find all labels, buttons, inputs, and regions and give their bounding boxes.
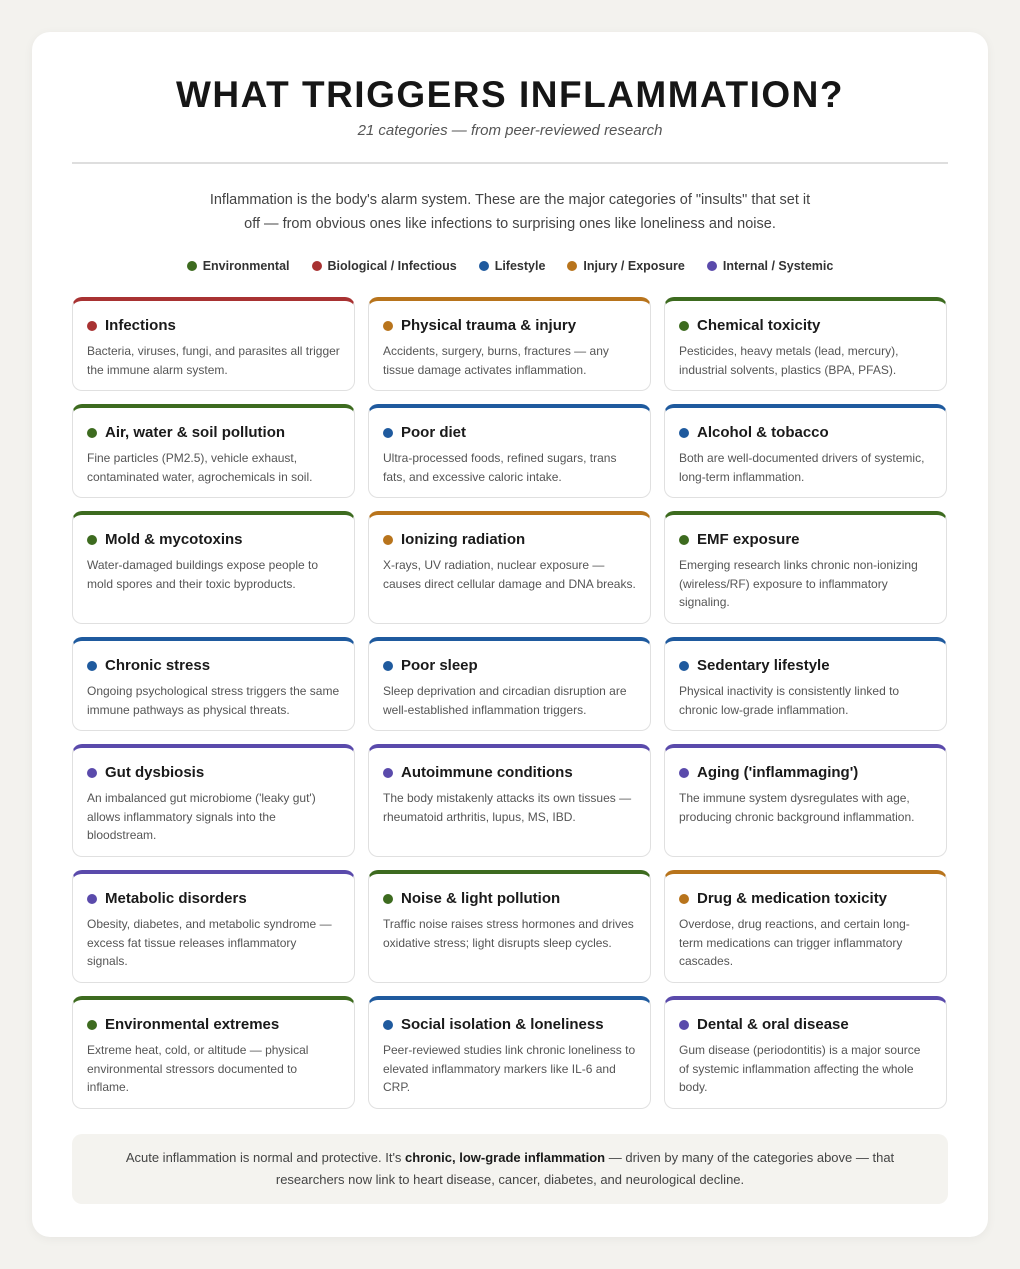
category-card [664, 637, 947, 731]
title-divider [72, 162, 948, 164]
legend-label: Lifestyle [494, 259, 546, 273]
category-title: Poor sleep [401, 657, 478, 674]
category-dot-icon [383, 661, 393, 671]
category-title: Poor diet [401, 424, 467, 441]
category-dot-icon [383, 1020, 393, 1030]
legend-label: Environmental [202, 259, 290, 273]
category-title: Sedentary lifestyle [697, 657, 830, 674]
category-description: Accidents, surgery, burns, fractures — any tissue damage activates inflammation. [383, 344, 609, 377]
footer-note [72, 1134, 948, 1204]
legend-label: Biological / Infectious [327, 259, 457, 273]
category-dot-icon [87, 428, 97, 438]
legend-item-internal [707, 259, 833, 273]
category-card [72, 404, 355, 498]
category-title: Chemical toxicity [697, 317, 821, 334]
category-description: Pesticides, heavy metals (lead, mercury), industrial solvents, plastics (BPA, PFAS). [679, 344, 899, 377]
category-title: Metabolic disorders [105, 890, 247, 907]
category-card [664, 511, 947, 624]
page-title: WHAT TRIGGERS INFLAMMATION? [175, 74, 845, 115]
legend [72, 259, 948, 273]
category-card [368, 404, 651, 498]
category-title: Environmental extremes [105, 1016, 280, 1033]
category-description: The body mistakenly attacks its own tissues — rheumatoid arthritis, lupus, MS, IBD. [383, 791, 632, 824]
legend-label: Injury / Exposure [583, 259, 685, 273]
category-card [368, 637, 651, 731]
category-card [664, 744, 947, 857]
category-description: X-rays, UV radiation, nuclear exposure — causes direct cellular damage and DNA breaks. [383, 558, 636, 591]
category-dot-icon [87, 661, 97, 671]
category-description: Ultra-processed foods, refined sugars, trans fats, and excessive caloric intake. [383, 451, 617, 484]
category-description: Gum disease (periodontitis) is a major source of systemic inflammation affecting the whole body. [679, 1043, 921, 1094]
category-title: Aging ('inflammaging') [697, 764, 859, 781]
category-card [72, 870, 355, 983]
category-description: Emerging research links chronic non-ionizing (wireless/RF) exposure to inflammatory signaling. [679, 558, 918, 609]
category-description: Overdose, drug reactions, and certain long-term medications can trigger inflammatory cascades. [679, 917, 910, 968]
category-dot-icon [679, 428, 689, 438]
category-title: Gut dysbiosis [105, 764, 205, 781]
legend-item-injury [567, 259, 684, 273]
legend-item-lifestyle [479, 259, 546, 273]
category-title: Drug & medication toxicity [697, 890, 888, 907]
category-card [72, 637, 355, 731]
category-title: Autoimmune conditions [401, 764, 573, 781]
category-description: Fine particles (PM2.5), vehicle exhaust, contaminated water, agrochemicals in soil. [87, 451, 313, 484]
category-dot-icon [679, 321, 689, 331]
category-dot-icon [383, 535, 393, 545]
category-card [72, 297, 355, 391]
category-description: Obesity, diabetes, and metabolic syndrome — excess fat tissue releases inflammatory signals. [87, 917, 332, 968]
category-card [664, 297, 947, 391]
internal-dot-icon [707, 261, 717, 271]
category-dot-icon [679, 894, 689, 904]
category-title: Chronic stress [105, 657, 211, 674]
category-card [368, 511, 651, 624]
category-card [664, 870, 947, 983]
category-title: Infections [105, 317, 176, 334]
category-dot-icon [679, 661, 689, 671]
category-description: The immune system dysregulates with age, producing chronic background inflammation. [679, 791, 915, 824]
legend-item-biological [312, 259, 457, 273]
category-grid [72, 297, 948, 1122]
category-card [368, 996, 651, 1109]
category-card [664, 404, 947, 498]
category-title: Ionizing radiation [401, 531, 526, 548]
category-dot-icon [87, 535, 97, 545]
environmental-dot-icon [187, 261, 197, 271]
category-dot-icon [87, 1020, 97, 1030]
category-dot-icon [383, 321, 393, 331]
category-title: Alcohol & tobacco [697, 424, 829, 441]
category-description: Extreme heat, cold, or altitude — physical environmental stressors documented to inflame. [87, 1043, 309, 1094]
category-dot-icon [679, 535, 689, 545]
category-card [72, 744, 355, 857]
category-title: EMF exposure [697, 531, 800, 548]
category-dot-icon [87, 768, 97, 778]
category-dot-icon [679, 1020, 689, 1030]
category-dot-icon [679, 768, 689, 778]
category-title: Physical trauma & injury [401, 317, 577, 334]
page-subtitle: 21 categories — from peer-reviewed research [357, 122, 663, 139]
category-title: Dental & oral disease [697, 1016, 849, 1033]
category-card [368, 297, 651, 391]
category-description: Bacteria, viruses, fungi, and parasites all trigger the immune alarm system. [87, 344, 340, 377]
category-card [368, 870, 651, 983]
injury-dot-icon [567, 261, 577, 271]
category-title: Noise & light pollution [401, 890, 561, 907]
category-dot-icon [87, 321, 97, 331]
category-description: Water-damaged buildings expose people to mold spores and their toxic byproducts. [87, 558, 319, 591]
category-title: Air, water & soil pollution [105, 424, 286, 441]
legend-label: Internal / Systemic [722, 259, 834, 273]
category-description: Ongoing psychological stress triggers the same immune pathways as physical threats. [87, 684, 340, 717]
category-dot-icon [87, 894, 97, 904]
category-dot-icon [383, 428, 393, 438]
legend-item-environmental [187, 259, 290, 273]
category-description: Physical inactivity is consistently linked to chronic low-grade inflammation. [679, 684, 900, 717]
footer-emphasis: chronic, low-grade inflammation [405, 1150, 606, 1165]
category-title: Mold & mycotoxins [105, 531, 243, 548]
intro-text: Inflammation is the body's alarm system. These are the major categories of "insults" that set it off — from obvious ones like infections to surprising ones like loneliness and noise. [209, 192, 811, 232]
category-description: An imbalanced gut microbiome ('leaky gut') allows inflammatory signals into the bloodstream. [87, 791, 316, 842]
category-title: Social isolation & loneliness [401, 1016, 604, 1033]
footer-text-start: Acute inflammation is normal and protective. It's [125, 1150, 406, 1165]
infographic-card [32, 32, 988, 1237]
category-description: Traffic noise raises stress hormones and drives oxidative stress; light disrupts sleep cycles. [383, 917, 634, 950]
category-card [368, 744, 651, 857]
biological-dot-icon [312, 261, 322, 271]
footer-text-end: — driven by many of the categories above — that researchers now link to heart disease, cancer, diabetes, and neurological decline. [275, 1150, 895, 1187]
category-description: Sleep deprivation and circadian disruption are well-established inflammation triggers. [383, 684, 627, 717]
category-card [72, 996, 355, 1109]
category-card [72, 511, 355, 624]
category-description: Both are well-documented drivers of systemic, long-term inflammation. [679, 451, 925, 484]
category-card [664, 996, 947, 1109]
category-dot-icon [383, 894, 393, 904]
category-dot-icon [383, 768, 393, 778]
lifestyle-dot-icon [479, 261, 489, 271]
category-description: Peer-reviewed studies link chronic loneliness to elevated inflammatory markers like IL-6 and CRP. [383, 1043, 636, 1094]
